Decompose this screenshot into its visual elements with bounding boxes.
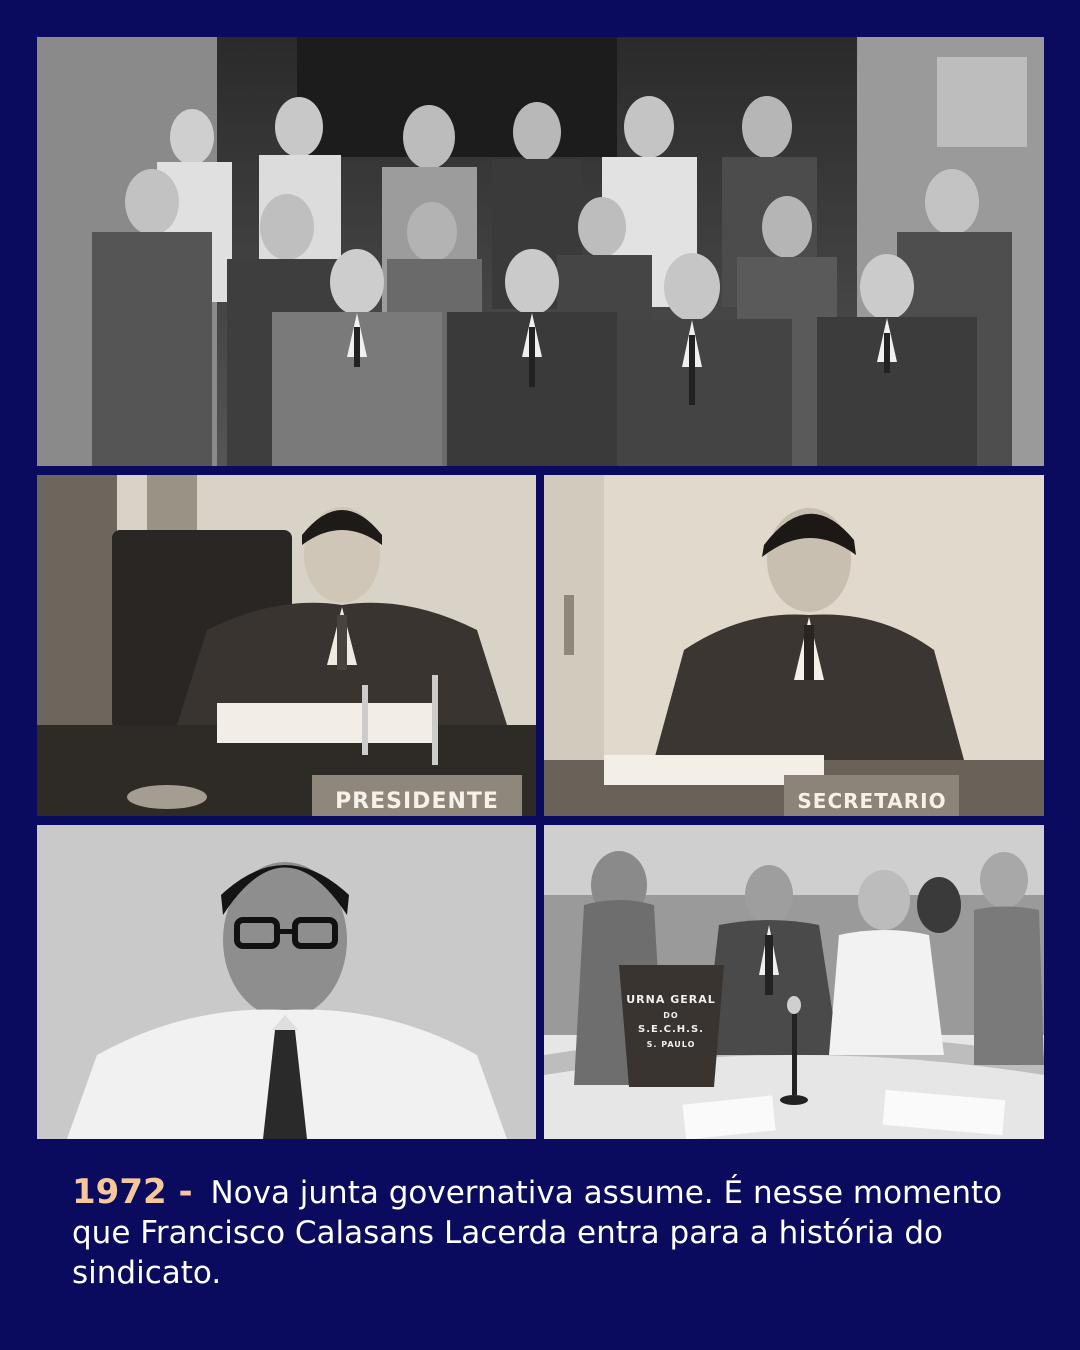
secretary-photo-illustration [544, 475, 1044, 816]
secretary-placard: SECRETARIO [797, 789, 947, 813]
caption-text: Nova junta governativa assume. É nesse momento que Francisco Calasans Lacerda entra para a história do sindicato. [72, 1175, 1003, 1291]
caption-year: 1972 - [72, 1172, 193, 1212]
secretary-photo [544, 475, 1044, 816]
president-placard: PRESIDENTE [335, 789, 499, 814]
ballot-urn-illustration [544, 825, 1044, 1139]
president-photo [37, 475, 536, 816]
urn-label-line1: URNA GERAL [626, 993, 716, 1006]
man-with-glasses-photo [37, 825, 536, 1139]
man-with-glasses-illustration [37, 825, 536, 1139]
urn-label-line3: S.E.C.H.S. [638, 1024, 704, 1035]
urn-label-line4: S. PAULO [646, 1040, 696, 1049]
ballot-urn-photo [544, 825, 1044, 1139]
group-photo [37, 37, 1044, 466]
president-photo-illustration [37, 475, 536, 816]
group-photo-illustration [37, 37, 1044, 466]
urn-label-line2: DO [663, 1011, 679, 1020]
caption [72, 1172, 1032, 1293]
